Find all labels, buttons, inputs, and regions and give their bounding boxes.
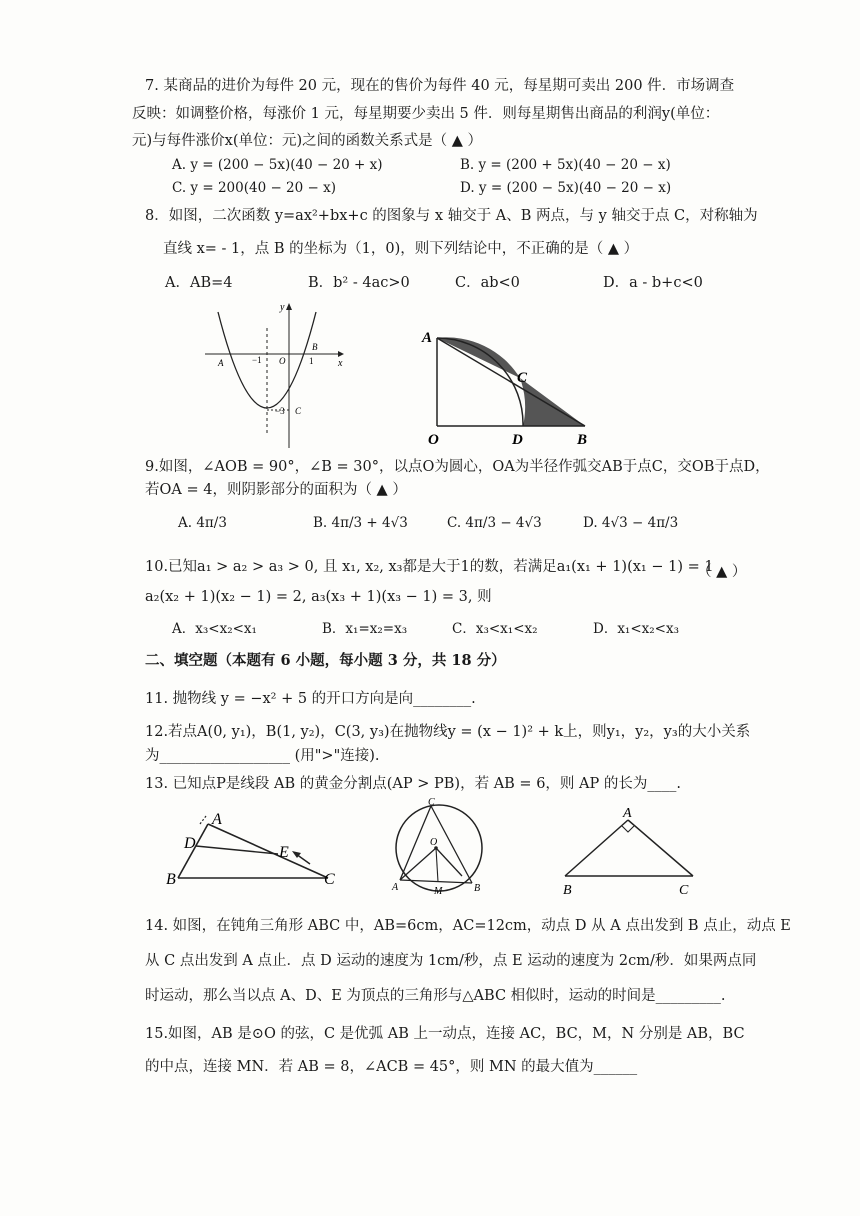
q8-option-b: B．b² - 4ac>0: [308, 275, 410, 291]
q7-line2: 反映：如调整价格，每涨价 1 元，每星期要少卖出 5 件．则每星期售出商品的利润y(单位：: [132, 106, 720, 122]
label-m: M: [434, 886, 443, 897]
section-fill-in-header: 二、填空题（本题有 6 小题，每小题 3 分，共 18 分）: [145, 652, 506, 669]
label-a: A: [392, 882, 399, 893]
q10-line1: 10.已知a₁ > a₂ > a₃ > 0, 且 x₁, x₂, x₃都是大于1的数，若满足a₁(x₁ + 1)(x₁ − 1) = 1: [145, 559, 714, 575]
q9-option-b: B. 4π/3 + 4√3: [313, 515, 408, 531]
q9-option-d: D. 4√3 − 4π/3: [583, 515, 679, 531]
q8-parabola-figure: [200, 300, 350, 450]
label-d: D: [184, 835, 196, 852]
label-o: O: [430, 837, 438, 848]
q15-line1: 15.如图，AB 是⊙O 的弦，C 是优弧 AB 上一动点，连接 AC，BC，M，N 分别是 AB，BC: [145, 1026, 745, 1042]
q14-triangle-figure: [160, 806, 350, 896]
q9-line1: 9.如图，∠AOB = 90°，∠B = 30°，以点O为圆心，OA为半径作弧交AB于点C，交OB于点D，: [145, 459, 770, 475]
label-c: C: [679, 883, 689, 897]
q7-option-a: A. y = (200 − 5x)(40 − 20 + x): [172, 157, 383, 173]
label-a: A: [422, 330, 433, 346]
point-b-label: B: [312, 342, 318, 352]
label-c: C: [428, 797, 435, 808]
y-axis-label: y: [280, 302, 285, 313]
right-angle-mark: [622, 826, 634, 832]
q10-answer-blank: （ ▲ ）: [697, 564, 747, 580]
q14-line1: 14. 如图，在钝角三角形 ABC 中，AB=6cm，AC=12cm，动点 D 从 A 点出发到 B 点止，动点 E: [145, 918, 791, 934]
label-c: C: [517, 370, 528, 386]
label-d: D: [512, 432, 523, 448]
q15-circle-figure: [388, 796, 498, 906]
q9-sector-figure: [420, 322, 610, 452]
one-label: 1: [309, 356, 314, 366]
x-axis-label: x: [338, 358, 343, 369]
q15-line2: 的中点，连接 MN．若 AB = 8，∠ACB = 45°，则 MN 的最大值为______: [145, 1059, 638, 1075]
point-a-label: A: [218, 358, 224, 368]
q8-line2: 直线 x= - 1，点 B 的坐标为（1，0)，则下列结论中，不正确的是（ ▲ ）: [163, 241, 639, 257]
label-a: A: [212, 811, 222, 828]
label-b: B: [577, 432, 588, 448]
shaded-region-upper: [437, 337, 520, 378]
shaded-region-lower: [520, 378, 585, 426]
q10-option-d: D．x₁<x₂<x₃: [593, 621, 680, 637]
label-c: C: [324, 871, 335, 888]
q8-option-c: C．ab<0: [455, 275, 520, 291]
right-triangle-figure: [555, 802, 715, 897]
label-b: B: [474, 883, 481, 894]
label-a: A: [623, 806, 632, 821]
label-b: B: [166, 871, 176, 888]
q7-line3: 元)与每件涨价x(单位：元)之间的函数关系式是（ ▲ ）: [132, 133, 483, 149]
origin-label: O: [279, 356, 286, 366]
point-c-label: C: [295, 406, 302, 416]
q12-line2: 为__________________ (用">"连接).: [145, 748, 380, 764]
q8-option-a: A．AB=4: [165, 275, 233, 291]
q14-line3: 时运动，那么当以点 A、D、E 为顶点的三角形与△ABC 相似时，运动的时间是_________.: [145, 988, 726, 1004]
q10-option-a: A．x₃<x₂<x₁: [172, 621, 257, 637]
q9-option-a: A. 4π/3: [178, 515, 227, 531]
q10-option-c: C．x₃<x₁<x₂: [452, 621, 538, 637]
q13-text: 13. 已知点P是线段 AB 的黄金分割点(AP > PB)，若 AB = 6，则 AP 的长为____.: [145, 776, 681, 792]
neg-one-label: −1: [252, 355, 262, 365]
neg-three-label: −3: [275, 406, 285, 416]
q10-line2: a₂(x₂ + 1)(x₂ − 1) = 2, a₃(x₃ + 1)(x₃ − 1) = 3, 则: [145, 589, 492, 605]
q10-option-b: B．x₁=x₂=x₃: [322, 621, 408, 637]
label-e: E: [279, 844, 289, 861]
q14-line2: 从 C 点出发到 A 点止．点 D 运动的速度为 1cm/秒，点 E 运动的速度为 2cm/秒．如果两点同: [145, 953, 757, 969]
q7-option-d: D. y = (200 − 5x)(40 − 20 − x): [460, 180, 672, 196]
q7-line1: 7. 某商品的进价为每件 20 元，现在的售价为每件 40 元，每星期可卖出 200 件．市场调查: [145, 78, 735, 94]
q12-line1: 12.若点A(0, y₁)，B(1, y₂)，C(3, y₃)在抛物线y = (x − 1)² + k上，则y₁，y₂，y₃的大小关系: [145, 724, 751, 740]
q8-option-d: D．a - b+c<0: [603, 275, 703, 291]
label-b: B: [563, 883, 572, 897]
label-o: O: [428, 432, 439, 448]
q9-option-c: C. 4π/3 − 4√3: [447, 515, 542, 531]
q11-text: 11. 抛物线 y = −x² + 5 的开口方向是向________.: [145, 691, 476, 707]
q8-line1: 8．如图，二次函数 y=ax²+bx+c 的图象与 x 轴交于 A、B 两点，与 y 轴交于点 C，对称轴为: [145, 208, 758, 224]
q7-option-c: C. y = 200(40 − 20 − x): [172, 180, 337, 196]
q9-line2: 若OA = 4，则阴影部分的面积为（ ▲ ）: [145, 482, 407, 498]
q7-option-b: B. y = (200 + 5x)(40 − 20 − x): [460, 157, 671, 173]
